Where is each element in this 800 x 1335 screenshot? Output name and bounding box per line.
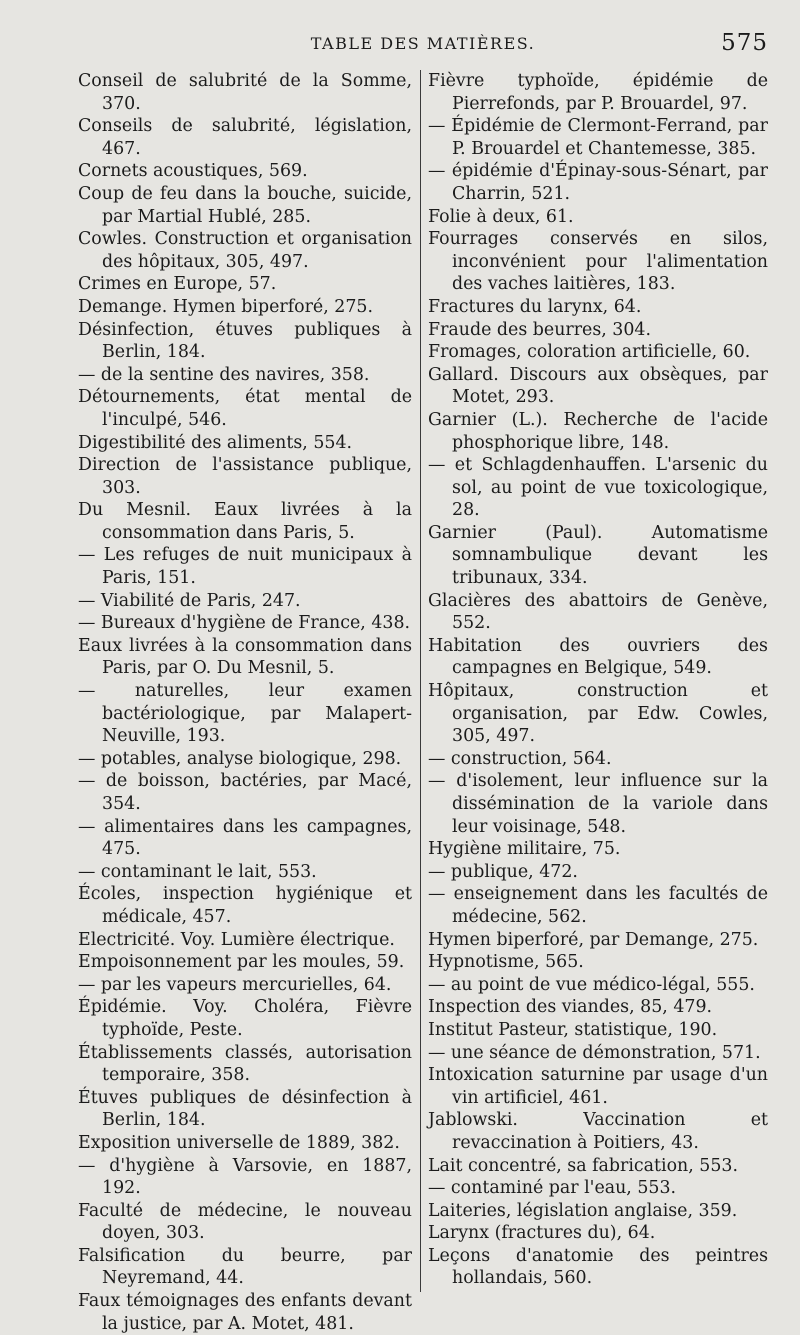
index-entry: Digestibilité des aliments, 554. xyxy=(78,432,353,453)
index-entry: Étuves publiques de désinfection à Berlin, 184. xyxy=(78,1087,412,1131)
index-entry: Cowles. Construction et organisation des hôpitaux, 305, 497. xyxy=(78,229,412,272)
index-entry: — par les vapeurs mercurielles, 64. xyxy=(78,974,392,995)
index-entry: Glacières des abattoirs de Genève, 552. xyxy=(428,590,768,634)
index-entry: — enseignement dans les facultés de médecine, 562. xyxy=(428,884,768,927)
index-entry: Empoisonnement par les moules, 59. xyxy=(78,952,405,973)
index-entry: Cornets acoustiques, 569. xyxy=(78,161,308,182)
index-entry: Hypnotisme, 565. xyxy=(428,952,584,973)
index-entry: Hygiène militaire, 75. xyxy=(428,839,621,860)
index-entry: Falsification du beurre, par Neyremand, 44. xyxy=(78,1245,412,1289)
index-entry: — de boisson, bactéries, par Macé, 354. xyxy=(78,771,412,814)
index-entry: Conseils de salubrité, législation, 467. xyxy=(78,116,412,159)
index-entry: Gallard. Discours aux obsèques, par Motet, 293. xyxy=(428,364,768,408)
index-entry: Garnier (Paul). Automatisme somnambulique devant les tribunaux, 334. xyxy=(428,522,768,589)
index-entry: Inspection des viandes, 85, 479. xyxy=(428,997,713,1018)
index-entry: Direction de l'assistance publique, 303. xyxy=(78,455,412,498)
index-entry: — publique, 472. xyxy=(428,861,578,882)
index-entry: Fractures du larynx, 64. xyxy=(428,296,642,317)
index-entry: — d'hygiène à Varsovie, en 1887, 192. xyxy=(78,1155,412,1199)
index-column-right xyxy=(428,70,768,1290)
index-entry: Écoles, inspection hygiénique et médicale, 457. xyxy=(78,884,412,927)
index-entry: Fraude des beurres, 304. xyxy=(428,319,652,340)
index-entry: Laiteries, législation anglaise, 359. xyxy=(428,1200,738,1221)
index-entry: — de la sentine des navires, 358. xyxy=(78,364,370,385)
index-entry: Hôpitaux, construction et organisation, par Edw. Cowles, 305, 497. xyxy=(428,681,768,747)
index-entry: — construction, 564. xyxy=(428,748,612,769)
index-entry: Désinfection, étuves publiques à Berlin, 184. xyxy=(78,319,412,363)
index-entry: — Bureaux d'hygiène de France, 438. xyxy=(78,613,411,634)
index-entry: — épidémie d'Épinay-sous-Sénart, par Charrin, 521. xyxy=(428,161,768,204)
index-entry: Leçons d'anatomie des peintres hollandais, 560. xyxy=(428,1245,768,1289)
index-entry: Coup de feu dans la bouche, suicide, par Martial Hublé, 285. xyxy=(78,183,412,227)
index-entry: Folie à deux, 61. xyxy=(428,206,574,227)
index-entry: Fourrages conservés en silos, inconvénient pour l'alimentation des vaches laitières, 183. xyxy=(428,229,768,295)
index-entry: Lait concentré, sa fabrication, 553. xyxy=(428,1155,739,1176)
index-entry: Garnier (L.). Recherche de l'acide phosphorique libre, 148. xyxy=(428,409,768,453)
index-entry: — une séance de démonstration, 571. xyxy=(428,1042,761,1063)
column-divider xyxy=(420,70,421,1292)
page-header xyxy=(78,30,768,60)
index-entry: Electricité. Voy. Lumière électrique. xyxy=(78,929,395,950)
index-entry: Jablowski. Vaccination et revaccination à Poitiers, 43. xyxy=(428,1110,768,1153)
index-column-left xyxy=(78,70,412,1335)
index-entry: Crimes en Europe, 57. xyxy=(78,274,277,295)
index-entry: — Les refuges de nuit municipaux à Paris, 151. xyxy=(78,545,412,589)
index-entry: Habitation des ouvriers des campagnes en Belgique, 549. xyxy=(428,635,768,679)
index-entry: Exposition universelle de 1889, 382. xyxy=(78,1132,400,1153)
index-entry: — et Schlagdenhauffen. L'arsenic du sol, au point de vue toxicologique, 28. xyxy=(428,455,768,521)
index-entry: — Viabilité de Paris, 247. xyxy=(78,590,301,611)
index-entry: Fièvre typhoïde, épidémie de Pierrefonds, par P. Brouardel, 97. xyxy=(428,71,768,114)
index-entry: Fromages, coloration artificielle, 60. xyxy=(428,342,751,363)
index-entry: Faux témoignages des enfants devant la justice, par A. Motet, 481. xyxy=(78,1291,412,1334)
index-entry: Larynx (fractures du), 64. xyxy=(428,1223,656,1244)
index-entry: Du Mesnil. Eaux livrées à la consommation dans Paris, 5. xyxy=(78,500,412,543)
index-entry: Hymen biperforé, par Demange, 275. xyxy=(428,929,759,950)
index-entry: — Épidémie de Clermont-Ferrand, par P. Brouardel et Chantemesse, 385. xyxy=(428,116,768,159)
index-entry: — potables, analyse biologique, 298. xyxy=(78,748,402,769)
page-number: 575 xyxy=(721,30,768,56)
index-entry: — alimentaires dans les campagnes, 475. xyxy=(78,816,412,860)
index-entry: Intoxication saturnine par usage d'un vin artificiel, 461. xyxy=(428,1065,768,1108)
index-entry: — contaminant le lait, 553. xyxy=(78,861,317,882)
index-entry: Épidémie. Voy. Choléra, Fièvre typhoïde, Peste. xyxy=(78,997,412,1040)
index-entry: Conseil de salubrité de la Somme, 370. xyxy=(78,71,412,114)
index-entry: — d'isolement, leur influence sur la dissémination de la variole dans leur voisinage, 548. xyxy=(428,771,768,837)
index-entry: Établissements classés, autorisation temporaire, 358. xyxy=(78,1042,412,1086)
running-title: TABLE DES MATIÈRES. xyxy=(310,34,536,53)
index-entry: — contaminé par l'eau, 553. xyxy=(428,1178,677,1199)
index-entry: Faculté de médecine, le nouveau doyen, 303. xyxy=(78,1200,412,1244)
index-entry: Détournements, état mental de l'inculpé, 546. xyxy=(78,387,412,430)
index-entry: Demange. Hymen biperforé, 275. xyxy=(78,296,373,317)
index-entry: — naturelles, leur examen bactériologique, par Malapert-Neuville, 193. xyxy=(78,681,412,747)
index-entry: — au point de vue médico-légal, 555. xyxy=(428,974,755,995)
index-entry: Eaux livrées à la consommation dans Paris, par O. Du Mesnil, 5. xyxy=(78,635,412,679)
index-entry: Institut Pasteur, statistique, 190. xyxy=(428,1019,718,1040)
